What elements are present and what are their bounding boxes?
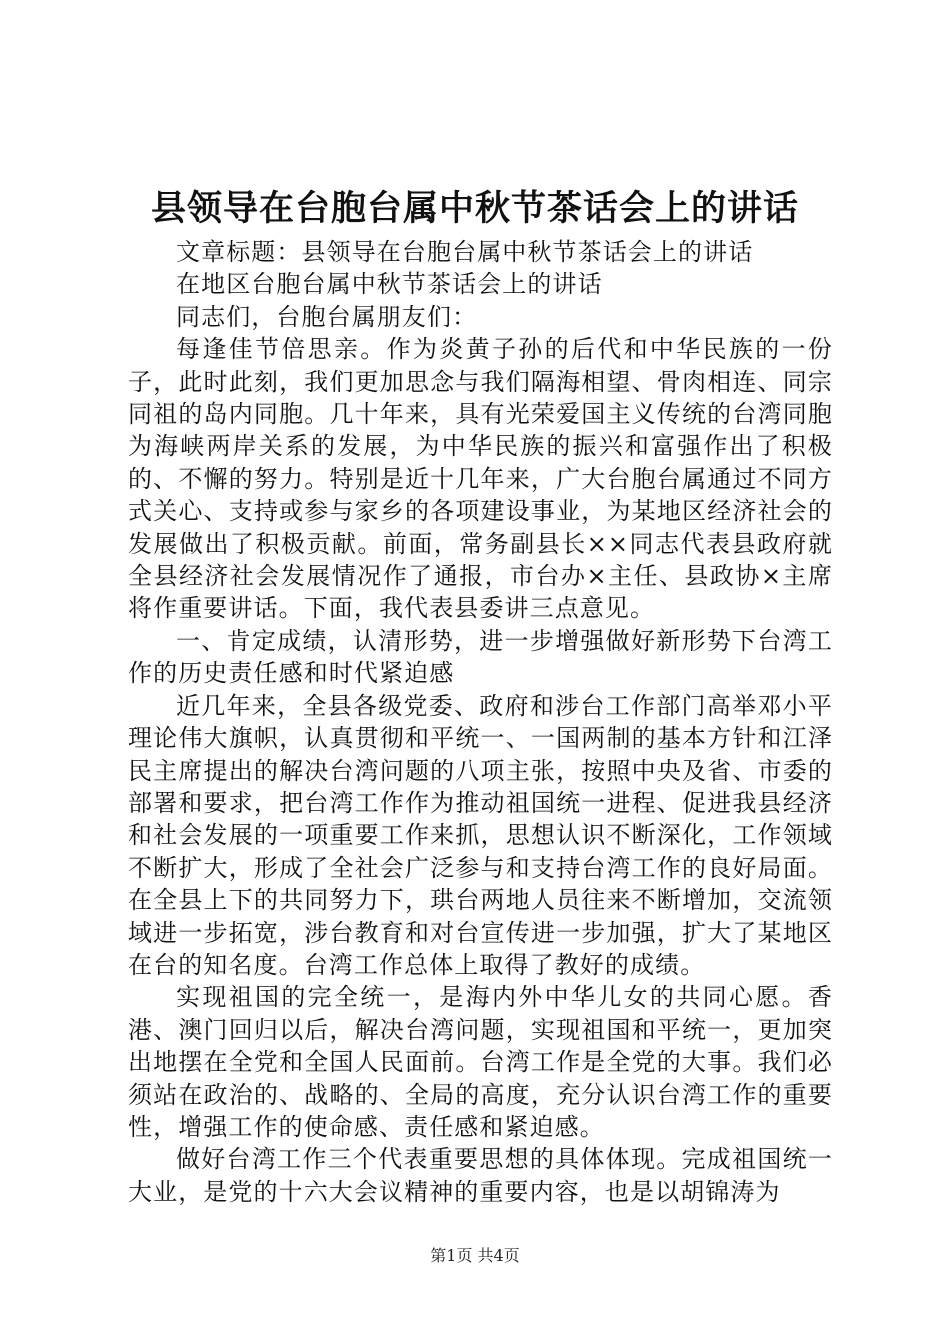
salutation: 同志们，台胞台属朋友们：	[176, 302, 478, 331]
article-title-line: 文章标题：县领导在台胞台属中秋节茶话会上的讲话	[176, 238, 754, 266]
paragraph: 每逢佳节倍思亲。作为炎黄子孙的后代和中华民族的一份子，此时此刻，我们更加思念与我们隔海相望、骨肉相连、同宗同祖的岛内同胞。几十年来，具有光荣爱国主义传统的台湾同胞为海峡两岸关系的发展，为中华民族的振兴和富强作出了积极的、不懈的努力。特别是近十几年来，广大台胞台属通过不同方式关心、支持或参与家乡的各项建设事业，为某地区经济社会的发展做出了积极贡献。前面，常务副县长××同志代表县政府就全县经济社会发展情况作了通报，市台办×主任、县政协×主席将作重要讲话。下面，我代表县委讲三点意见。	[128, 335, 833, 623]
paragraph: 实现祖国的完全统一，是海内外中华儿女的共同心愿。香港、澳门回归以后，解决台湾问题，实现祖国和平统一，更加突出地摆在全党和全国人民面前。台湾工作是全党的大事。我们必须站在政治的、战略的、全局的高度，充分认识台湾工作的重要性，增强工作的使命感、责任感和紧迫感。	[128, 983, 833, 1141]
paragraph: 近几年来，全县各级党委、政府和涉台工作部门高举邓小平理论伟大旗帜，认真贯彻和平统一、一国两制的基本方针和江泽民主席提出的解决台湾问题的八项主张，按照中央及省、市委的部署和要求，把台湾工作作为推动祖国统一进程、促进我县经济和社会发展的一项重要工作来抓，思想认识不断深化，工作领域不断扩大，形成了全社会广泛参与和支持台湾工作的良好局面。在全县上下的共同努力下，珙台两地人员往来不断增加，交流领域进一步拓宽，涉台教育和对台宣传进一步加强，扩大了某地区在台的知名度。台湾工作总体上取得了教好的成绩。	[128, 691, 833, 979]
subtitle-line: 在地区台胞台属中秋节茶话会上的讲话	[176, 270, 603, 299]
document-body	[128, 236, 833, 1208]
paragraph: 做好台湾工作三个代表重要思想的具体体现。完成祖国统一大业，是党的十六大会议精神的重要内容，也是以胡锦涛为	[128, 1145, 833, 1206]
page-number: 第1页 共4页	[430, 1246, 520, 1265]
section-heading: 一、肯定成绩，认清形势，进一步增强做好新形势下台湾工作的历史责任感和时代紧迫感	[128, 626, 833, 688]
document-title: 县领导在台胞台属中秋节茶话会上的讲话	[150, 188, 799, 229]
